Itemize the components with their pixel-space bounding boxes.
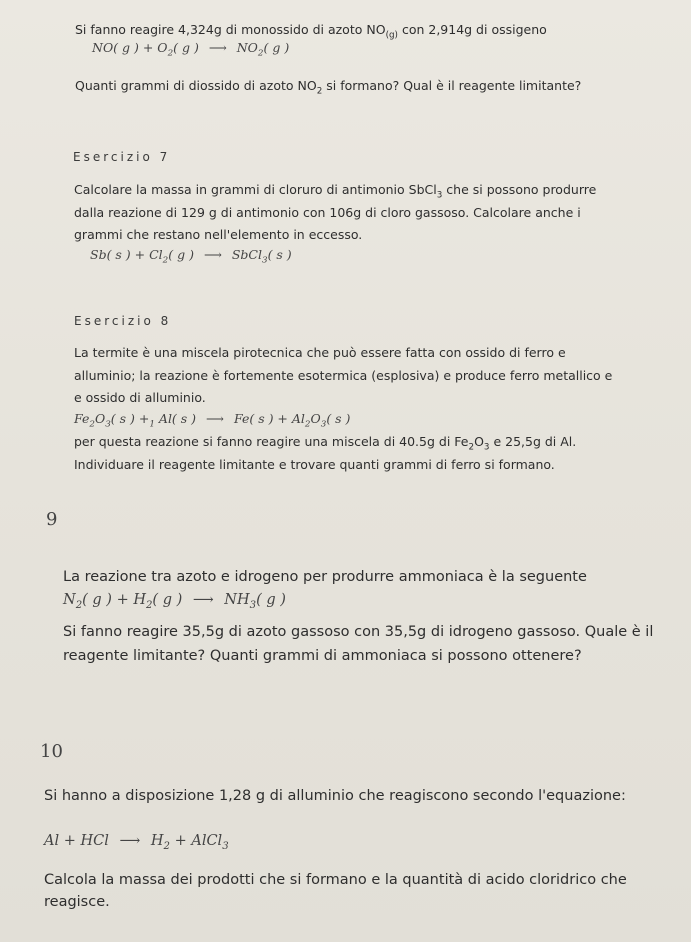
exercise-8-line-2: alluminio; la reazione è fortemente esotermica (esplosiva) e produce ferro metallico e [74, 368, 613, 383]
exercise-7-line-2: dalla reazione di 129 g di antimonio con 106g di cloro gassoso. Calcolare anche i [74, 205, 581, 220]
reaction-arrow: ⟶ [206, 411, 224, 426]
exercise-9-line-1: La reazione tra azoto e idrogeno per produrre ammoniaca è la seguente [63, 569, 587, 585]
no-formula: $NO_{(g)}$ [366, 22, 398, 41]
equation-termite: $Fe_2O_3$( s ) $+_1$ Al( s ) ⟶ Fe( s ) + $Al_2O_3$( s ) [74, 411, 351, 430]
problem-intro-text: Si fanno reagire 4,324g di monossido di azoto [75, 22, 363, 37]
equation-al-hcl: Al + HCl ⟶ $H_2$ + AlCl$_3$ [44, 833, 229, 852]
exercise-8-line-1: La termite è una miscela pirotecnica che può essere fatta con ossido di ferro e [74, 345, 566, 360]
exercise-8-line-3: e ossido di alluminio. [74, 390, 206, 405]
exercise-8-question-2: Individuare il reagente limitante e trovare quanti grammi di ferro si formano. [74, 457, 555, 472]
equation-n2-h2: $N_2$( g ) + $H_2$( g ) ⟶ $NH_3$( g ) [63, 592, 286, 611]
exercise-10-question-2: reagisce. [44, 894, 110, 910]
exercise-7-line-3: grammi che restano nell'elemento in eccesso. [74, 227, 363, 242]
exercise-8-heading: Esercizio 8 [74, 314, 172, 328]
exercise-7-heading: Esercizio 7 [73, 150, 171, 164]
exercise-7-line-1: Calcolare la massa in grammi di cloruro di antimonio SbCl$_3$ che si possono produrre [74, 182, 597, 201]
exercise-9-number: 9 [46, 509, 58, 530]
reaction-arrow: ⟶ [192, 592, 214, 608]
exercise-9-question-2: reagente limitante? Quanti grammi di ammoniaca si possono ottenere? [63, 648, 582, 664]
equation-no-o2: NO( g ) + $O_2$( g ) ⟶ $NO_2$( g ) [92, 40, 290, 59]
reaction-arrow: ⟶ [119, 833, 141, 849]
exercise-10-line-1: Si hanno a disposizione 1,28 g di alluminio che reagiscono secondo l'equazione: [44, 788, 626, 804]
problem-question-line: Quanti grammi di diossido di azoto $NO_2$ si formano? Qual è il reagente limitante? [75, 78, 582, 97]
equation-sb-cl2: Sb( s ) + $Cl_2$( g ) ⟶ SbCl$_3$( s ) [90, 247, 292, 266]
problem-intro-end: con 2,914g di ossigeno [401, 22, 547, 37]
problem-intro-line [75, 22, 547, 41]
exercise-10-question-1: Calcola la massa dei prodotti che si formano e la quantità di acido cloridrico che [44, 872, 627, 888]
exercise-10-number: 10 [40, 741, 63, 762]
reaction-arrow: ⟶ [208, 40, 227, 55]
exercise-9-question-1: Si fanno reagire 35,5g di azoto gassoso con 35,5g di idrogeno gassoso. Quale è il [63, 624, 654, 640]
exercise-8-question-1: per questa reazione si fanno reagire una miscela di 40.5g di $Fe_2O_3$ e 25,5g di Al. [74, 434, 577, 453]
reaction-arrow: ⟶ [203, 247, 222, 262]
